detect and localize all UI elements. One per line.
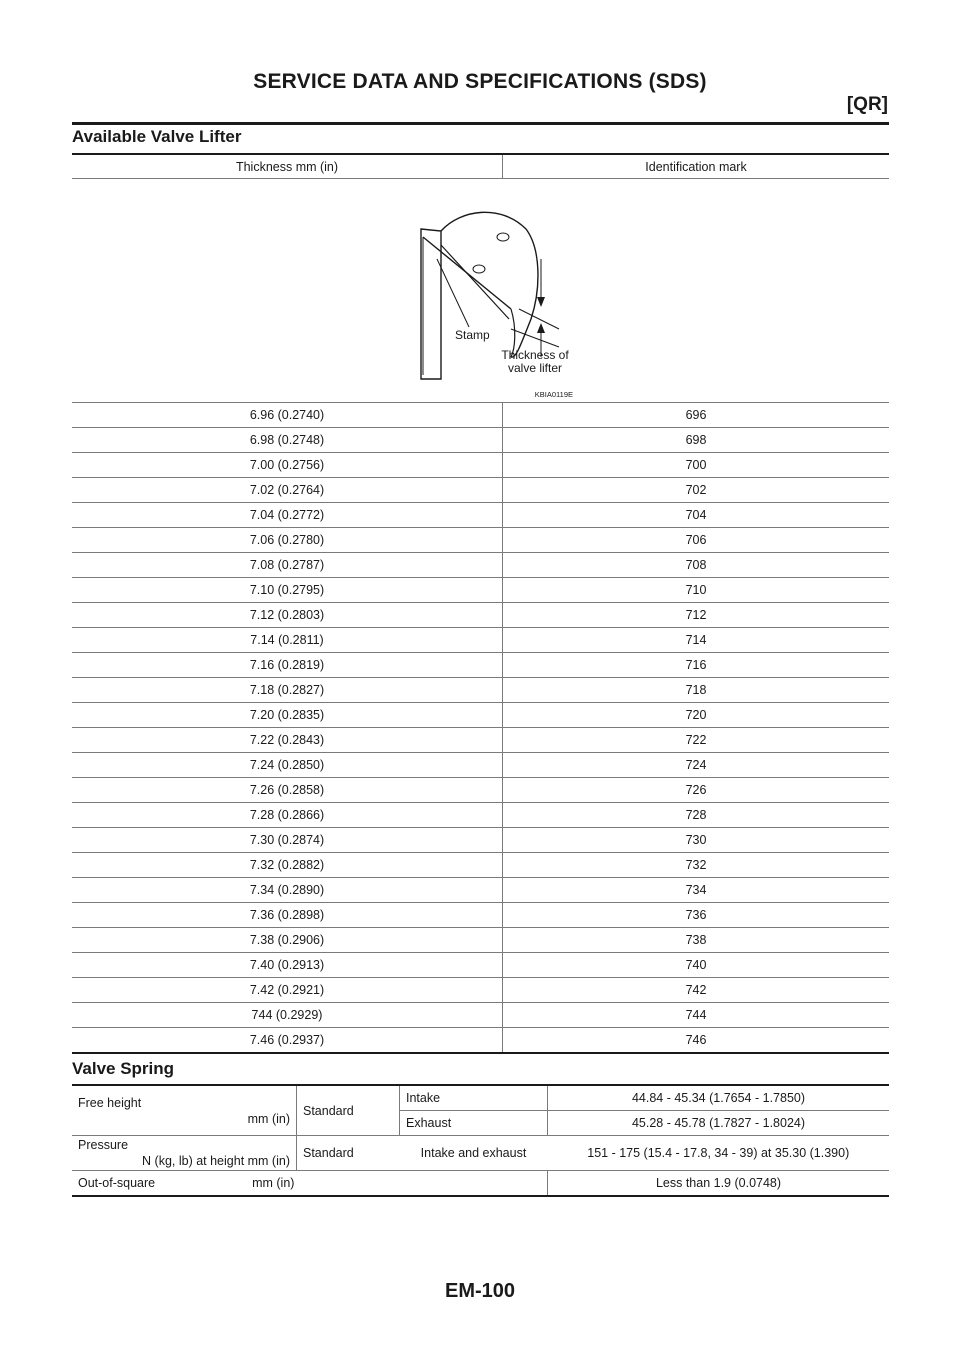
lifter-bottom-edge bbox=[441, 245, 509, 319]
identification-mark-cell: 698 bbox=[503, 428, 890, 453]
thickness-cell: 7.40 (0.2913) bbox=[72, 953, 503, 978]
table-row bbox=[72, 553, 889, 578]
table-row bbox=[72, 1085, 889, 1111]
out-of-square-value: Less than 1.9 (0.0748) bbox=[548, 1171, 890, 1197]
identification-mark-cell: 740 bbox=[503, 953, 890, 978]
dimension-line-lower bbox=[511, 329, 559, 347]
table-row bbox=[72, 703, 889, 728]
figure-row bbox=[72, 179, 889, 403]
thickness-cell: 7.32 (0.2882) bbox=[72, 853, 503, 878]
thickness-cell: 7.38 (0.2906) bbox=[72, 928, 503, 953]
thickness-cell: 7.26 (0.2858) bbox=[72, 778, 503, 803]
page-number: EM-100 bbox=[444, 1280, 516, 1302]
thickness-cell: 744 (0.2929) bbox=[72, 1003, 503, 1028]
table-row bbox=[72, 728, 889, 753]
identification-mark-cell: 702 bbox=[503, 478, 890, 503]
table-row bbox=[72, 403, 889, 428]
thickness-label-line-2: valve lifter bbox=[507, 361, 562, 375]
spring-heading: Valve Spring bbox=[72, 1059, 175, 1078]
intake-label: Intake bbox=[400, 1085, 548, 1111]
thickness-cell: 7.10 (0.2795) bbox=[72, 578, 503, 603]
identification-mark-cell: 706 bbox=[503, 528, 890, 553]
pressure-value: 151 - 175 (15.4 - 17.8, 34 - 39) at 35.30 (1.390) bbox=[548, 1136, 890, 1171]
table-row bbox=[72, 878, 889, 903]
identification-mark-cell: 736 bbox=[503, 903, 890, 928]
table-row bbox=[72, 453, 889, 478]
thickness-cell: 7.14 (0.2811) bbox=[72, 628, 503, 653]
identification-mark-cell: 720 bbox=[503, 703, 890, 728]
exhaust-label: Exhaust bbox=[400, 1111, 548, 1136]
table-row bbox=[72, 978, 889, 1003]
table-row bbox=[72, 1171, 889, 1197]
identification-mark-cell: 738 bbox=[503, 928, 890, 953]
stamp-label: Stamp bbox=[454, 328, 490, 342]
exhaust-value: 45.28 - 45.78 (1.7827 - 1.8024) bbox=[548, 1111, 890, 1136]
thickness-cell: 7.20 (0.2835) bbox=[72, 703, 503, 728]
thickness-cell: 7.08 (0.2787) bbox=[72, 553, 503, 578]
table-row bbox=[72, 928, 889, 953]
out-of-square-label-cell bbox=[72, 1171, 548, 1197]
identification-mark-cell: 722 bbox=[503, 728, 890, 753]
column-header-thickness: Thickness mm (in) bbox=[72, 154, 503, 179]
lifter-heading: Available Valve Lifter bbox=[72, 127, 242, 146]
table-row bbox=[72, 503, 889, 528]
table-row bbox=[72, 528, 889, 553]
identification-mark-cell: 734 bbox=[503, 878, 890, 903]
table-row bbox=[72, 778, 889, 803]
identification-mark-cell: 744 bbox=[503, 1003, 890, 1028]
identification-mark-cell: 710 bbox=[503, 578, 890, 603]
figure-code: KBIA0119E bbox=[534, 390, 573, 399]
lifter-side-wall bbox=[421, 229, 441, 379]
thickness-cell: 7.12 (0.2803) bbox=[72, 603, 503, 628]
table-row bbox=[72, 428, 889, 453]
column-header-mark: Identification mark bbox=[503, 154, 890, 179]
thickness-cell: 7.04 (0.2772) bbox=[72, 503, 503, 528]
lifter-hole bbox=[497, 233, 509, 241]
arrow-down-head bbox=[537, 297, 545, 307]
pressure-unit: N (kg, lb) at height mm (in) bbox=[142, 1154, 290, 1168]
thickness-label-line-1: Thickness of bbox=[500, 348, 569, 362]
table-row bbox=[72, 1028, 889, 1054]
identification-mark-cell: 726 bbox=[503, 778, 890, 803]
pressure-label: Pressure bbox=[78, 1138, 129, 1152]
thickness-cell: 6.98 (0.2748) bbox=[72, 428, 503, 453]
identification-mark-cell: 742 bbox=[503, 978, 890, 1003]
thickness-cell: 7.02 (0.2764) bbox=[72, 478, 503, 503]
thickness-cell: 7.06 (0.2780) bbox=[72, 528, 503, 553]
table-row bbox=[72, 1003, 889, 1028]
table-row bbox=[72, 478, 889, 503]
thickness-cell: 7.22 (0.2843) bbox=[72, 728, 503, 753]
identification-mark-cell: 730 bbox=[503, 828, 890, 853]
table-row bbox=[72, 603, 889, 628]
identification-mark-cell: 724 bbox=[503, 753, 890, 778]
thickness-cell: 7.18 (0.2827) bbox=[72, 678, 503, 703]
free-height-unit: mm (in) bbox=[247, 1111, 290, 1126]
table-row bbox=[72, 803, 889, 828]
identification-mark-cell: 746 bbox=[503, 1028, 890, 1054]
table-row bbox=[72, 628, 889, 653]
table-row bbox=[72, 578, 889, 603]
stamp-mark bbox=[473, 265, 485, 273]
thickness-cell: 7.24 (0.2850) bbox=[72, 753, 503, 778]
identification-mark-cell: 732 bbox=[503, 853, 890, 878]
valve-spring-table bbox=[72, 1084, 889, 1197]
dimension-line-upper bbox=[519, 309, 559, 329]
table-row bbox=[72, 853, 889, 878]
pressure-standard: Standard bbox=[297, 1136, 400, 1171]
table-header-row bbox=[72, 154, 889, 179]
page-title: SERVICE DATA AND SPECIFICATIONS (SDS) bbox=[253, 70, 707, 93]
valve-lifter-diagram bbox=[351, 179, 611, 402]
identification-mark-cell: 714 bbox=[503, 628, 890, 653]
header-divider bbox=[72, 122, 889, 125]
identification-mark-cell: 718 bbox=[503, 678, 890, 703]
identification-mark-cell: 728 bbox=[503, 803, 890, 828]
stamp-leader-line bbox=[437, 259, 469, 327]
thickness-cell: 7.36 (0.2898) bbox=[72, 903, 503, 928]
thickness-cell: 7.34 (0.2890) bbox=[72, 878, 503, 903]
thickness-cell: 7.30 (0.2874) bbox=[72, 828, 503, 853]
table-row bbox=[72, 828, 889, 853]
table-row bbox=[72, 903, 889, 928]
identification-mark-cell: 696 bbox=[503, 403, 890, 428]
table-row bbox=[72, 678, 889, 703]
thickness-cell: 7.28 (0.2866) bbox=[72, 803, 503, 828]
table-row bbox=[72, 953, 889, 978]
table-row bbox=[72, 653, 889, 678]
valve-lifter-table bbox=[72, 153, 889, 1054]
identification-mark-cell: 712 bbox=[503, 603, 890, 628]
table-row bbox=[72, 753, 889, 778]
out-of-square-unit: mm (in) bbox=[252, 1176, 295, 1190]
table-row bbox=[72, 1136, 889, 1171]
intake-value: 44.84 - 45.34 (1.7654 - 1.7850) bbox=[548, 1085, 890, 1111]
intake-exhaust-label: Intake and exhaust bbox=[400, 1136, 548, 1171]
thickness-cell: 7.46 (0.2937) bbox=[72, 1028, 503, 1054]
free-height-label: Free height bbox=[78, 1095, 142, 1110]
thickness-cell: 7.00 (0.2756) bbox=[72, 453, 503, 478]
free-height-standard: Standard bbox=[297, 1085, 400, 1136]
valve-lifter-figure bbox=[72, 179, 889, 403]
arrow-up-head bbox=[537, 323, 545, 333]
section-tag: [QR] bbox=[846, 94, 888, 115]
thickness-cell: 7.42 (0.2921) bbox=[72, 978, 503, 1003]
free-height-label-cell bbox=[72, 1085, 297, 1136]
pressure-label-cell bbox=[72, 1136, 297, 1171]
identification-mark-cell: 708 bbox=[503, 553, 890, 578]
identification-mark-cell: 704 bbox=[503, 503, 890, 528]
identification-mark-cell: 716 bbox=[503, 653, 890, 678]
thickness-cell: 7.16 (0.2819) bbox=[72, 653, 503, 678]
out-of-square-label: Out-of-square bbox=[78, 1176, 156, 1190]
identification-mark-cell: 700 bbox=[503, 453, 890, 478]
thickness-cell: 6.96 (0.2740) bbox=[72, 403, 503, 428]
